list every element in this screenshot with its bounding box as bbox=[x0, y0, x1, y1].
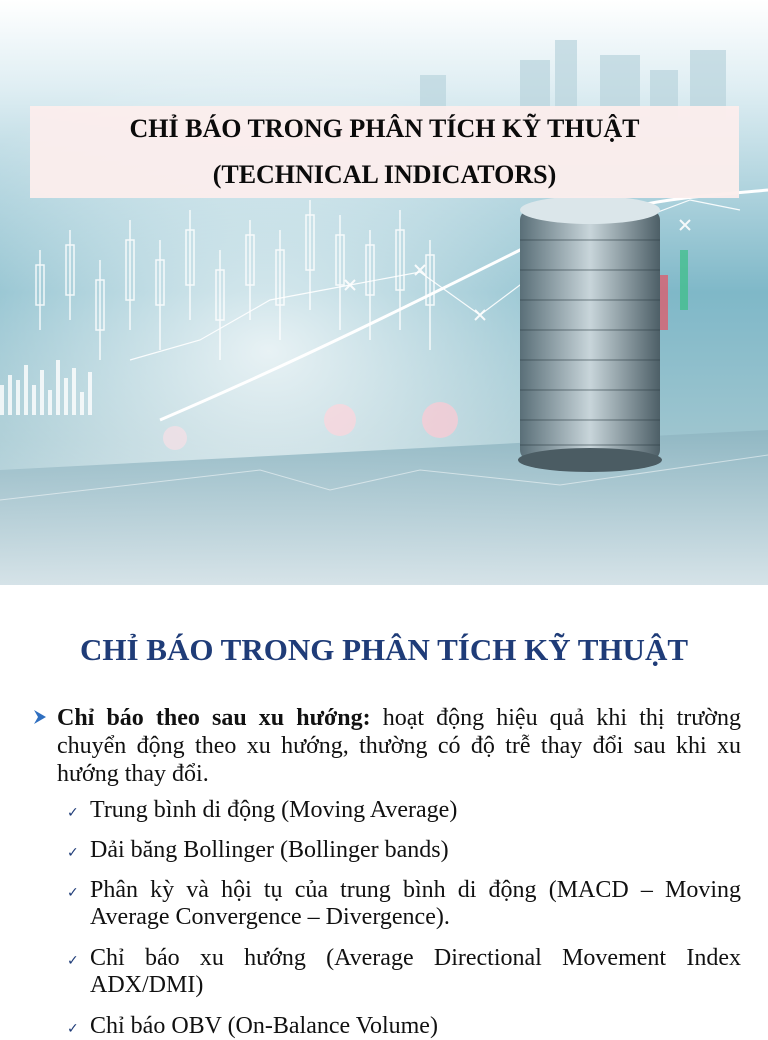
check-icon: ✓ bbox=[67, 845, 79, 861]
list-item: Trung bình di động (Moving Average) bbox=[90, 797, 458, 823]
list-item: Chỉ báo OBV (On-Balance Volume) bbox=[90, 1013, 438, 1039]
bullet-description: hoạt động hiệu quả khi thị trường chuyển động theo xu hướng, thường có độ trễ thay đổi sau khi xu hướng thay đổi. bbox=[57, 705, 742, 787]
list-item: Chỉ báo xu hướng (Average Directional Movement Index ADX/DMI) bbox=[90, 945, 741, 998]
list-item: Dải băng Bollinger (Bollinger bands) bbox=[90, 837, 449, 863]
arrow-right-icon bbox=[32, 709, 48, 725]
check-icon: ✓ bbox=[67, 953, 79, 969]
banner-title-line2: (TECHNICAL INDICATORS) bbox=[212, 160, 557, 189]
check-icon: ✓ bbox=[67, 1021, 79, 1037]
check-icon: ✓ bbox=[67, 885, 79, 901]
bullet-label: Chỉ báo theo sau xu hướng: bbox=[57, 705, 371, 731]
section-heading: CHỈ BÁO TRONG PHÂN TÍCH KỸ THUẬT bbox=[79, 632, 689, 667]
main-bullet-text bbox=[57, 704, 741, 788]
banner-title-line1: CHỈ BÁO TRONG PHÂN TÍCH KỸ THUẬT bbox=[129, 114, 640, 143]
list-item: Phân kỳ và hội tụ của trung bình di động (MACD – Moving Average Convergence – Divergence). bbox=[90, 877, 741, 930]
title-banner bbox=[30, 106, 739, 198]
check-icon: ✓ bbox=[67, 805, 79, 821]
